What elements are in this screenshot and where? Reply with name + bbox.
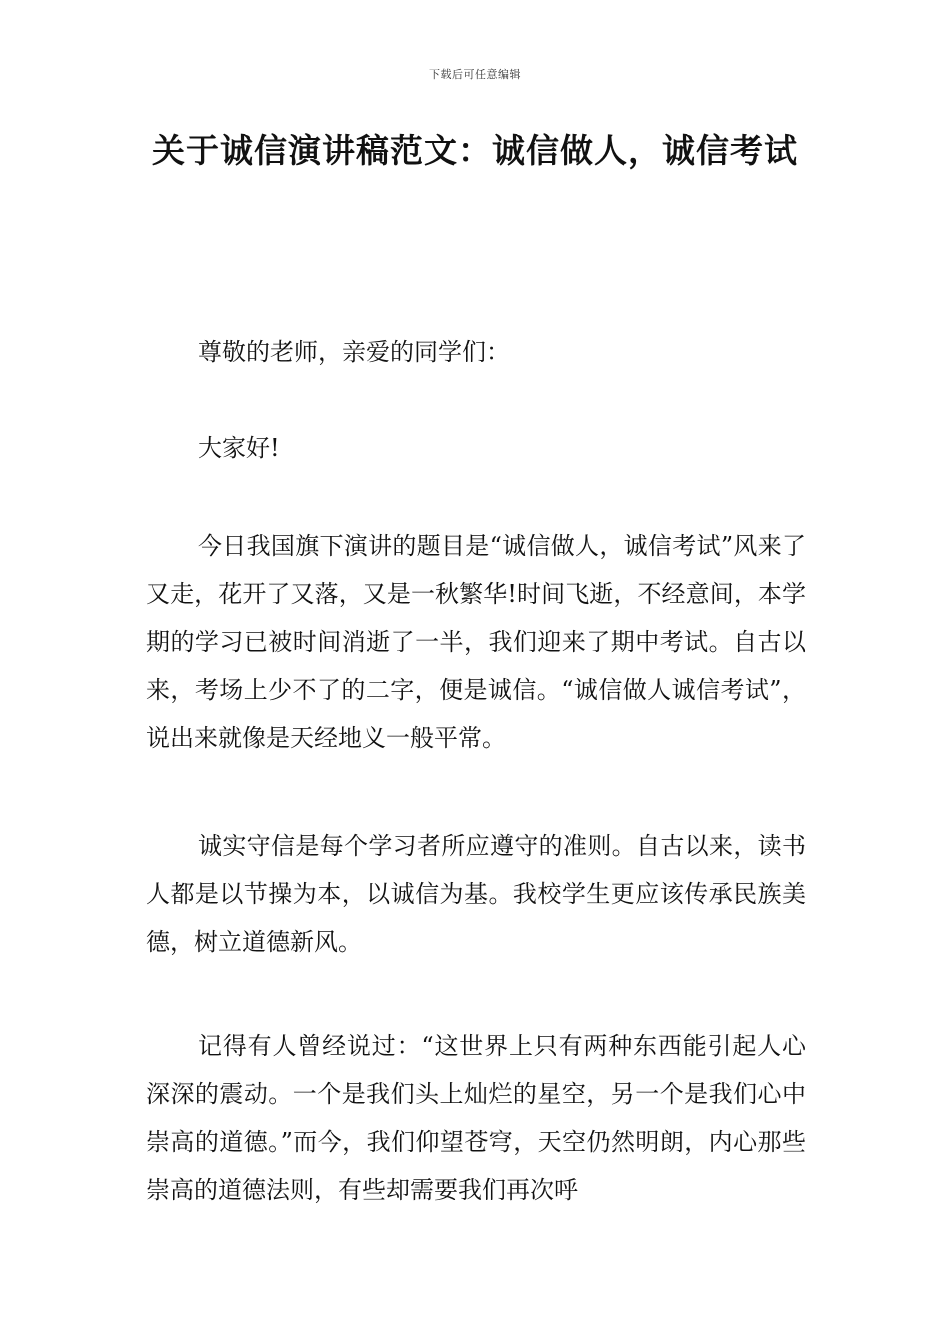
header-note: 下载后可任意编辑 [429, 68, 521, 81]
body-paragraph-2 [146, 822, 806, 966]
paragraph-text: 诚实守信是每个学习者所应遵守的准则。自古以来，读书人都是以节操为本，以诚信为基。我校学生更应该传承民族美德，树立道德新风。 [146, 832, 806, 956]
body-paragraph-1 [146, 522, 806, 762]
salutation-paragraph [146, 328, 806, 376]
body-paragraph-3 [146, 1022, 806, 1214]
paragraph-text: 记得有人曾经说过：“这世界上只有两种东西能引起人心深深的震动。一个是我们头上灿烂的星空，另一个是我们心中崇高的道德。”而今，我们仰望苍穹，天空仍然明朗，内心那些崇高的道德法则，有些却需要我们再次呼 [146, 1032, 806, 1204]
document-title: 关于诚信演讲稿范文：诚信做人，诚信考试 [152, 131, 798, 170]
greeting-paragraph [146, 424, 806, 472]
greeting-text: 大家好! [198, 434, 280, 462]
salutation-text: 尊敬的老师，亲爱的同学们： [198, 338, 510, 366]
paragraph-text: 今日我国旗下演讲的题目是“诚信做人，诚信考试”风来了又走，花开了又落，又是一秋繁华!时间飞逝，不经意间，本学期的学习已被时间消逝了一半，我们迎来了期中考试。自古以来，考场上少不了的二字，便是诚信。“诚信做人诚信考试”，说出来就像是天经地义一般平常。 [146, 532, 806, 752]
